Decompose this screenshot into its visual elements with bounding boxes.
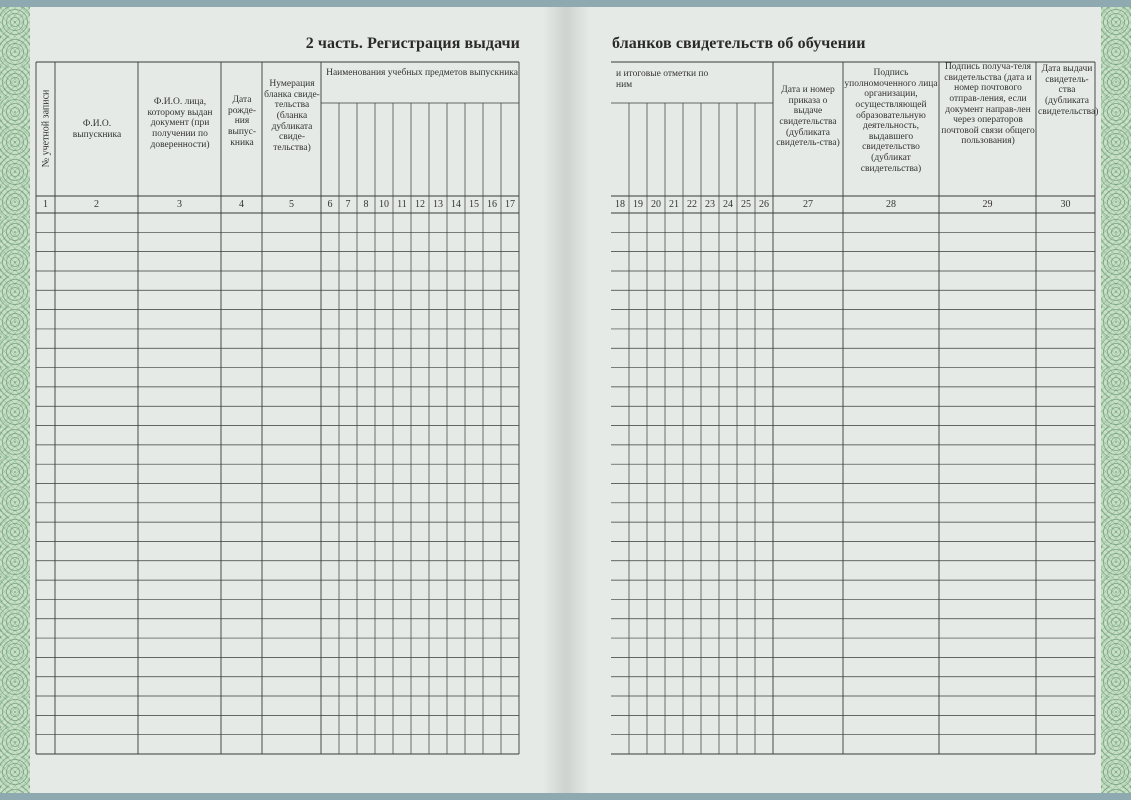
right-page <box>566 7 1131 793</box>
left-page <box>0 7 566 793</box>
right-page-title: бланков свидетельств об обучении <box>612 35 866 52</box>
header-proxy-name: Ф.И.О. лица, которому выдан документ (при получении по доверенности) <box>147 97 213 150</box>
column-number: 13 <box>433 199 443 210</box>
header-graduate-name: Ф.И.О. выпускника <box>72 119 122 140</box>
header-blank-number: Нумерация бланка свиде-тельства (бланка дубликата свиде-тельства) <box>264 79 320 153</box>
column-number: 26 <box>759 199 769 210</box>
open-register-book <box>0 7 1131 793</box>
column-number: 19 <box>633 199 643 210</box>
column-number: 27 <box>803 199 813 210</box>
header-order-date-number: Дата и номер приказа о выдаче свидетельства (дубликата свидетель-ства) <box>776 85 840 149</box>
column-number: 7 <box>345 199 351 210</box>
column-number: 4 <box>239 199 244 210</box>
header-subjects-continued: и итоговые отметки по ним <box>616 69 709 90</box>
column-number: 25 <box>741 199 751 210</box>
column-number: 17 <box>505 199 515 210</box>
column-number: 5 <box>289 199 294 210</box>
column-number: 21 <box>669 199 679 210</box>
column-number: 6 <box>327 199 333 210</box>
column-number: 23 <box>705 199 715 210</box>
column-number: 16 <box>487 199 497 210</box>
column-number: 29 <box>982 199 993 210</box>
column-number: 1 <box>43 199 48 210</box>
column-number: 15 <box>469 199 479 210</box>
header-subject-names: Наименования учебных предметов выпускника <box>326 68 518 78</box>
column-number: 18 <box>615 199 625 210</box>
header-recipient-signature: Подпись получа-теля свидетельства (дата и номер почтового отправ-ления, если документ направ-лен через операторов почтовой связи общего пользования) <box>941 62 1035 147</box>
header-record-number: № учетной записи <box>40 89 52 168</box>
column-number: 3 <box>177 199 182 210</box>
header-issue-date: Дата выдачи свидетель-ства (дубликата свидетельства) <box>1038 64 1099 117</box>
column-number: 22 <box>687 199 697 210</box>
column-number: 2 <box>94 199 99 210</box>
column-number: 24 <box>723 199 733 210</box>
column-number: 20 <box>651 199 661 210</box>
column-number: 11 <box>397 199 407 210</box>
header-authorized-signature: Подпись уполномоченного лица организации, осуществляющей образовательную деятельность, выдавшего свидетельство (дубликат свидетельства) <box>844 68 938 174</box>
column-number: 14 <box>451 199 461 210</box>
column-number: 12 <box>415 199 425 210</box>
header-birth-date: Дата рожде-ния выпус-кника <box>227 95 257 148</box>
column-number: 8 <box>363 199 369 210</box>
left-page-title: 2 часть. Регистрация выдачи <box>305 35 520 52</box>
column-number: 30 <box>1060 199 1071 210</box>
column-number: 10 <box>379 199 389 210</box>
column-number: 28 <box>886 199 896 210</box>
